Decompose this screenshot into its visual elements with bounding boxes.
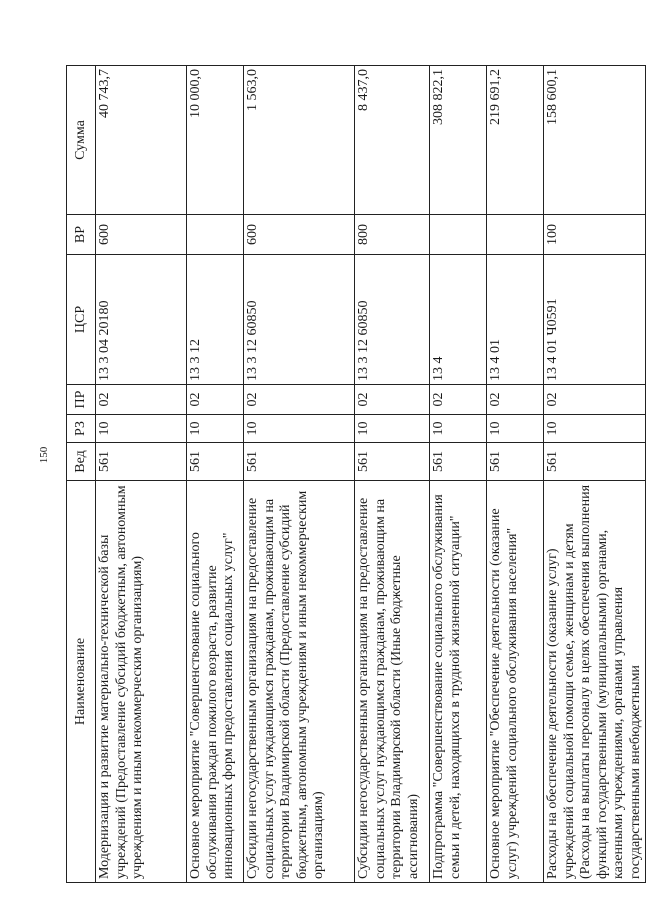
cell-csr: 13 3 12 (187, 255, 244, 385)
header-name: Наименование (67, 481, 96, 883)
cell-ved: 561 (187, 443, 244, 481)
cell-rz: 10 (187, 415, 244, 443)
header-csr: ЦСР (67, 255, 96, 385)
cell-vr (487, 215, 544, 255)
cell-sum: 1 563,0 (244, 66, 355, 215)
cell-csr: 13 4 01 (487, 255, 544, 385)
cell-vr (430, 215, 487, 255)
cell-sum: 219 691,2 (487, 66, 544, 215)
cell-sum: 8 437,0 (355, 66, 430, 215)
cell-name: Субсидии негосударственным организациям на предоставление социальных услуг нуждающимся гражданам, проживающим на территории Владимирской области (Иные бюджетные ассигнования) (355, 481, 430, 883)
cell-pr: 02 (544, 385, 646, 415)
cell-csr: 13 3 12 60850 (355, 255, 430, 385)
cell-sum: 10 000,0 (187, 66, 244, 215)
rotated-page-area (66, 66, 643, 883)
cell-vr: 600 (96, 215, 187, 255)
cell-pr: 02 (96, 385, 187, 415)
cell-pr: 02 (355, 385, 430, 415)
cell-sum: 158 600,1 (544, 66, 646, 215)
cell-sum: 308 822,1 (430, 66, 487, 215)
cell-rz: 10 (487, 415, 544, 443)
cell-vr (187, 215, 244, 255)
cell-rz: 10 (430, 415, 487, 443)
table-container (66, 66, 643, 883)
table-header-row (67, 66, 96, 883)
header-sum: Сумма (67, 66, 96, 215)
table-row (487, 66, 544, 883)
cell-ved: 561 (244, 443, 355, 481)
cell-vr: 800 (355, 215, 430, 255)
cell-name: Расходы на обеспечение деятельности (оказание услуг) учреждений социальной помощи семье, женщинам и детям (Расходы на выплаты персоналу в целях обеспечения выполнения функций государственными (муниципальными) органами, казенными учреждениями, органами управления государственными внебюджетными (544, 481, 646, 883)
cell-vr: 100 (544, 215, 646, 255)
cell-rz: 10 (96, 415, 187, 443)
cell-csr: 13 4 (430, 255, 487, 385)
cell-vr: 600 (244, 215, 355, 255)
cell-name: Субсидии негосударственным организациям на предоставление социальных услуг нуждающимся гражданам, проживающим на территории Владимирской области (Предоставление субсидий бюджетным, автономным учреждениям и иным некоммерческим организациям) (244, 481, 355, 883)
header-pr: ПР (67, 385, 96, 415)
table-row (244, 66, 355, 883)
cell-csr: 13 3 12 60850 (244, 255, 355, 385)
cell-pr: 02 (487, 385, 544, 415)
table-row (355, 66, 430, 883)
cell-rz: 10 (544, 415, 646, 443)
cell-name: Подпрограмма "Совершенствование социального обслуживания семьи и детей, находящихся в трудной жизненной ситуации" (430, 481, 487, 883)
cell-sum: 40 743,7 (96, 66, 187, 215)
header-rz: РЗ (67, 415, 96, 443)
cell-name: Модернизация и развитие материально-технической базы учреждений (Предоставление субсидий бюджетным, автономным учреждениям и иным некоммерческим организациям) (96, 481, 187, 883)
cell-csr: 13 3 04 20180 (96, 255, 187, 385)
cell-ved: 561 (355, 443, 430, 481)
cell-pr: 02 (244, 385, 355, 415)
cell-ved: 561 (487, 443, 544, 481)
cell-rz: 10 (355, 415, 430, 443)
header-ved: Вед (67, 443, 96, 481)
cell-pr: 02 (430, 385, 487, 415)
page-number: 150 (38, 446, 50, 464)
cell-csr: 13 4 01 Ч0591 (544, 255, 646, 385)
table-row (430, 66, 487, 883)
cell-pr: 02 (187, 385, 244, 415)
table-row (96, 66, 187, 883)
table-row (187, 66, 244, 883)
cell-rz: 10 (244, 415, 355, 443)
header-vr: ВР (67, 215, 96, 255)
table-row (544, 66, 646, 883)
cell-name: Основное мероприятие "Совершенствование социального обслуживания граждан пожилого возраста, развитие инновационных форм предоставления социальных услуг" (187, 481, 244, 883)
cell-name: Основное мероприятие "Обеспечение деятельности (оказание услуг) учреждений социального обслуживания населения" (487, 481, 544, 883)
cell-ved: 561 (544, 443, 646, 481)
cell-ved: 561 (96, 443, 187, 481)
budget-table (66, 65, 646, 883)
cell-ved: 561 (430, 443, 487, 481)
